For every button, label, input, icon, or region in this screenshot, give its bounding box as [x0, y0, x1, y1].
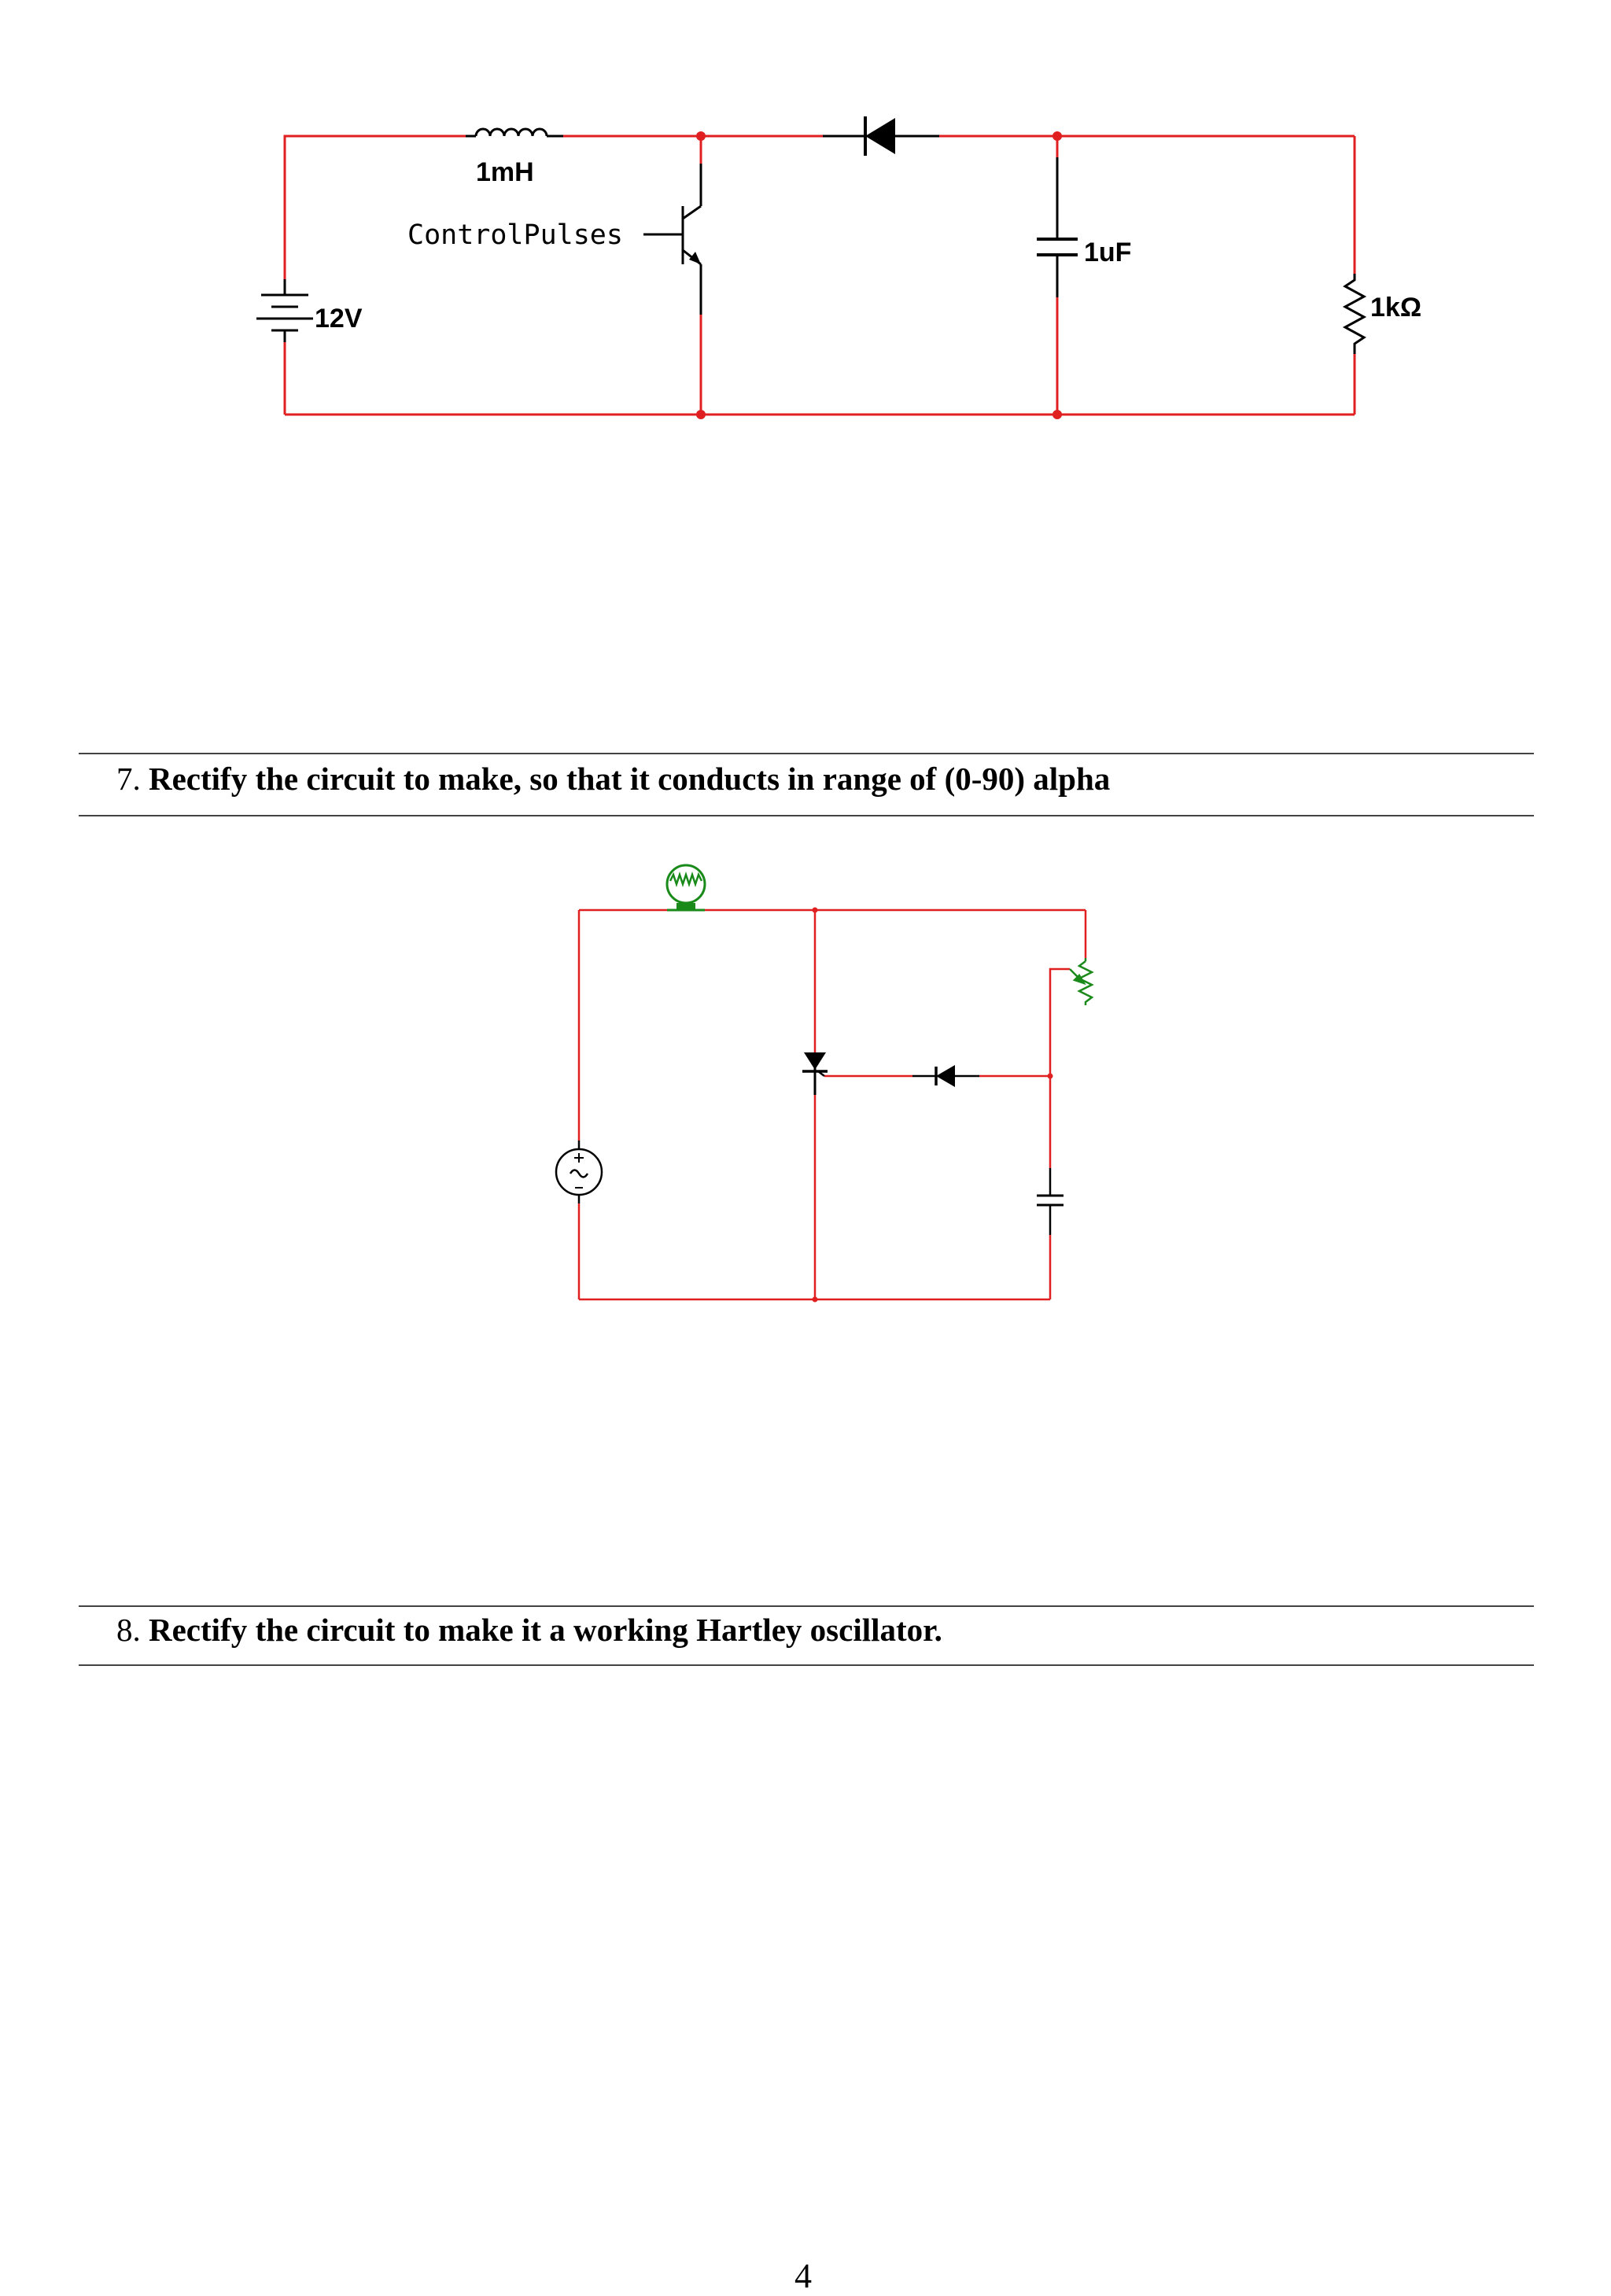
- capacitor-label: 1uF: [1084, 238, 1132, 267]
- npn-transistor: [643, 164, 701, 315]
- emitter-arrow-icon: [689, 252, 701, 264]
- question-7: [116, 760, 1110, 798]
- capacitor-1uf: [1037, 157, 1078, 297]
- boost-circuit: [256, 116, 1421, 419]
- trigger-diode: [912, 1065, 979, 1087]
- question-8-text: Rectify the circuit to make it a working Hartley oscillator.: [149, 1612, 942, 1648]
- circuit1-junctions: [696, 131, 1062, 419]
- resistor-1k: [1345, 274, 1364, 354]
- circuit2-junctions: [813, 908, 1053, 1303]
- circuit1-wires: [285, 136, 1355, 415]
- lamp-bulb-icon: [667, 865, 705, 903]
- question-7-number: 7.: [116, 761, 141, 797]
- battery-12v: [256, 279, 313, 342]
- page-number: 4: [794, 2257, 812, 2295]
- question-7-bottom-rule: [79, 815, 1534, 816]
- question-8: [116, 1611, 942, 1649]
- battery-label: 12V: [315, 304, 363, 334]
- timing-capacitor: [1037, 1168, 1064, 1235]
- inductor-label: 1mH: [476, 157, 534, 187]
- potentiometer: [1070, 958, 1092, 1005]
- lamp: [667, 865, 705, 911]
- scr-thyristor: [802, 1052, 828, 1095]
- question-8-bottom-rule: [79, 1664, 1534, 1666]
- question-7-text: Rectify the circuit to make, so that it conducts in range of (0-90) alpha: [149, 761, 1111, 797]
- inductor-1mh: [466, 129, 563, 136]
- scr-circuit: [556, 865, 1092, 1303]
- ac-source: [556, 1141, 602, 1203]
- control-pulses-label: ControlPulses: [407, 219, 623, 251]
- question-8-number: 8.: [116, 1612, 141, 1648]
- resistor-label: 1kΩ: [1370, 293, 1422, 322]
- question-8-top-rule: [79, 1605, 1534, 1607]
- question-7-top-rule: [79, 753, 1534, 754]
- diode: [823, 116, 939, 156]
- circuit2-wires: [579, 910, 1086, 1299]
